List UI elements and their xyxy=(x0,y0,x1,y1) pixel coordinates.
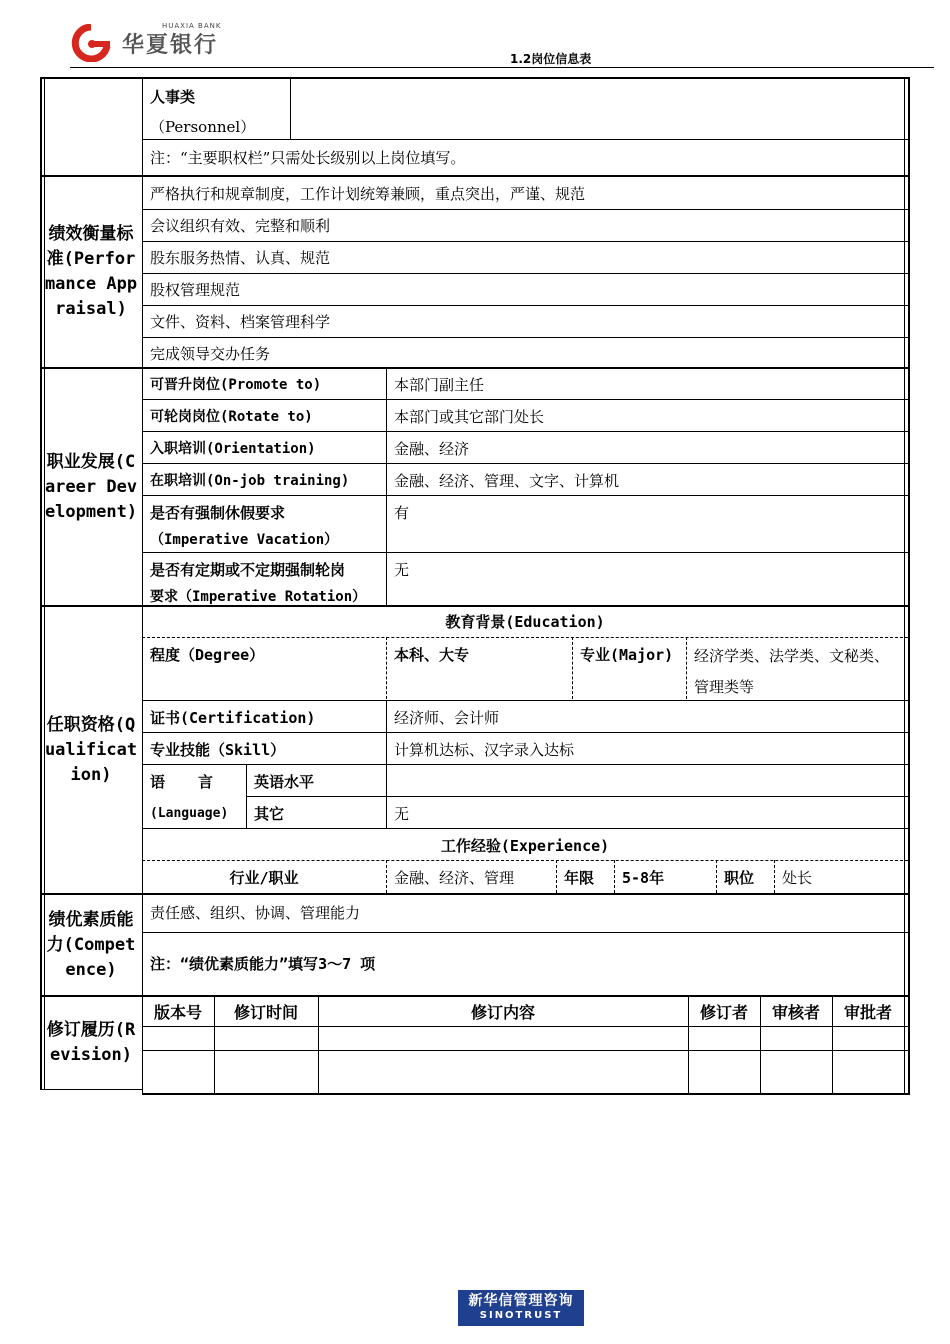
career-key: 可晋升岗位(Promote to) xyxy=(150,377,322,393)
language-label-cn: 语 言 xyxy=(150,773,215,791)
document-title: 1.2岗位信息表 xyxy=(510,52,592,66)
revision-header-cell: 修订时间 xyxy=(233,1003,298,1022)
years-label: 年限 xyxy=(564,869,595,887)
bank-name-cn: 华夏银行 xyxy=(122,33,219,58)
revision-header-cell: 审核者 xyxy=(771,1003,820,1022)
other-language-value: 无 xyxy=(394,805,410,823)
performance-item: 股东服务热情、认真、规范 xyxy=(150,249,331,267)
career-key: 入职培训(Orientation) xyxy=(150,441,316,457)
skill-label: 专业技能（Skill） xyxy=(150,741,286,759)
career-value: 有 xyxy=(394,504,410,522)
industry-label: 行业/职业 xyxy=(229,869,299,887)
skill-value: 计算机达标、汉字录入达标 xyxy=(394,741,575,759)
career-key-en: （Imperative Vacation） xyxy=(150,532,339,548)
performance-item: 会议组织有效、完整和顺利 xyxy=(150,217,331,235)
performance-item: 完成领导交办任务 xyxy=(150,345,271,363)
career-value: 本部门或其它部门处长 xyxy=(394,408,545,426)
competence-section-label: 绩优素质能力(Competence) xyxy=(46,909,136,980)
career-key: 在职培训(On-job training) xyxy=(150,473,350,489)
column-divider xyxy=(318,995,319,1093)
certification-value: 经济师、会计师 xyxy=(394,709,500,727)
column-divider xyxy=(688,995,689,1093)
revision-section-label: 修订履历(Revision) xyxy=(46,1020,136,1065)
personnel-label-en: （Personnel） xyxy=(150,118,256,136)
competence-value: 责任感、组织、协调、管理能力 xyxy=(150,904,361,922)
sinotrust-logo xyxy=(458,1290,584,1326)
performance-section-label: 绩效衡量标准(Performance Appraisal) xyxy=(44,224,138,319)
education-title: 教育背景(Education) xyxy=(445,613,605,631)
competence-note: 注：“绩优素质能力”填写3～7 项 xyxy=(150,955,376,973)
revision-header-cell: 版本号 xyxy=(153,1003,202,1022)
career-value: 金融、经济 xyxy=(394,440,470,458)
row-divider xyxy=(142,1050,908,1051)
revision-header-cell: 审批者 xyxy=(843,1003,892,1022)
english-level-value xyxy=(386,765,906,797)
other-language-label: 其它 xyxy=(254,805,285,823)
qualification-section-label: 任职资格(Qualification) xyxy=(44,714,138,785)
revision-header-cell: 修订者 xyxy=(699,1003,748,1022)
career-key: 是否有定期或不定期强制轮岗 xyxy=(150,561,346,579)
career-key: 可轮岗岗位(Rotate to) xyxy=(150,409,313,425)
performance-item: 文件、资料、档案管理科学 xyxy=(150,313,331,331)
position-value: 处长 xyxy=(782,869,813,887)
career-value: 本部门副主任 xyxy=(394,376,485,394)
career-key: 是否有强制休假要求 xyxy=(150,504,286,522)
experience-title: 工作经验(Experience) xyxy=(440,837,610,855)
career-value: 无 xyxy=(394,561,410,579)
career-section-label: 职业发展(Career Development) xyxy=(44,451,138,522)
years-value: 5-8年 xyxy=(622,869,665,887)
english-level-label: 英语水平 xyxy=(254,773,315,791)
position-label: 职位 xyxy=(724,869,755,887)
performance-item: 严格执行和规章制度，工作计划统筹兼顾，重点突出，严谨、规范 xyxy=(150,185,586,203)
career-value: 金融、经济、管理、文字、计算机 xyxy=(394,472,620,490)
footer-logo-cn: 新华信管理咨询 xyxy=(468,1293,574,1309)
row-divider xyxy=(142,1026,908,1027)
footer-logo-en: SINOTRUST xyxy=(479,1310,563,1321)
column-divider xyxy=(760,995,761,1093)
revision-header-cell: 修订内容 xyxy=(470,1003,535,1022)
language-label-en: (Language) xyxy=(150,806,229,821)
bank-name-en: HUAXIA BANK xyxy=(162,22,222,30)
personnel-note: 注：“主要职权栏”只需处长级别以上岗位填写。 xyxy=(150,149,466,167)
major-value: 经济学类、法学类、文秘类、管理类等 xyxy=(694,647,890,696)
degree-value: 本科、大专 xyxy=(394,646,470,664)
major-label: 专业(Major) xyxy=(580,646,674,664)
career-key-en: 要求（Imperative Rotation） xyxy=(150,589,367,605)
degree-label: 程度（Degree） xyxy=(150,646,265,664)
personnel-label-cn: 人事类 xyxy=(150,88,196,106)
column-divider xyxy=(214,995,215,1093)
industry-value: 金融、经济、管理 xyxy=(394,869,515,887)
performance-item: 股权管理规范 xyxy=(150,281,241,299)
column-divider xyxy=(832,995,833,1093)
certification-label: 证书(Certification) xyxy=(150,709,316,727)
